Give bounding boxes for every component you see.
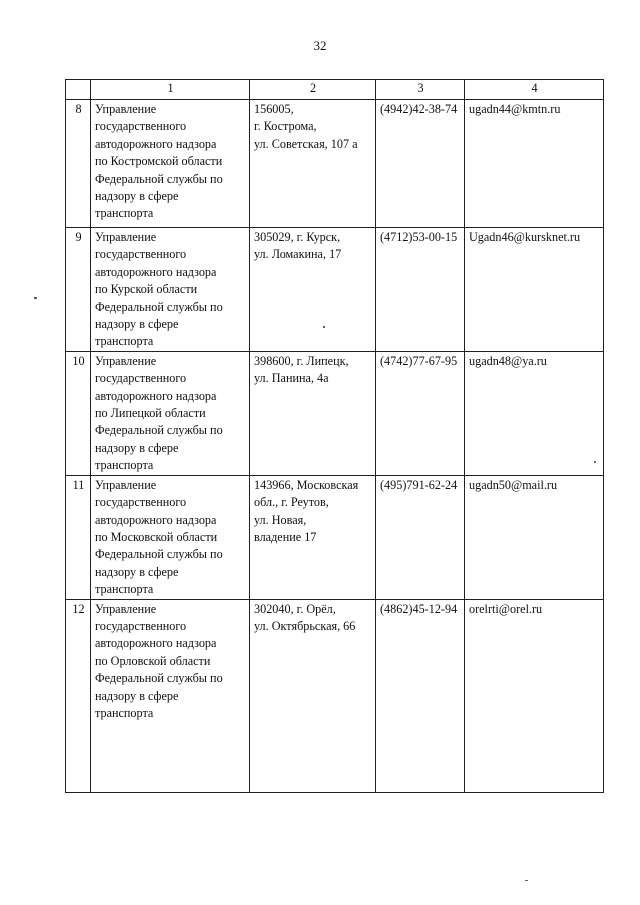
- organization-name-line: автодорожного надзора: [95, 264, 217, 279]
- address-cell: [250, 100, 376, 228]
- organization-name-line: по Липецкой области: [95, 406, 206, 421]
- email-cell: ugadn50@mail.ru: [465, 475, 604, 599]
- address-cell: [250, 599, 376, 792]
- organization-name-line: Федеральной службы по: [95, 547, 223, 562]
- organization-name-line: Управление: [95, 102, 157, 116]
- column-header-2: 2: [250, 80, 376, 100]
- email-cell: Ugadn46@kursknet.ru: [465, 228, 604, 352]
- organization-name-line: транспорта: [95, 206, 154, 221]
- table-row: [66, 100, 604, 228]
- row-number: 10: [66, 351, 91, 475]
- organization-name-cell: [91, 599, 250, 792]
- page-number: 32: [313, 38, 327, 53]
- organization-name-line: надзору в сфере: [95, 317, 179, 332]
- phone-cell: (4942)42-38-74: [376, 100, 465, 228]
- row-number: 12: [66, 599, 91, 792]
- scan-speck: [34, 297, 37, 299]
- organization-name-line: Федеральной службы по: [95, 423, 223, 438]
- address-line: обл., г. Реутов,: [254, 495, 329, 510]
- address-line: ул. Октябрьская, 66: [254, 618, 356, 633]
- organization-name-line: по Орловской области: [95, 653, 211, 668]
- organization-name-line: автодорожного надзора: [95, 512, 217, 527]
- email-cell: ugadn48@ya.ru: [465, 351, 604, 475]
- organization-name-line: надзору в сфере: [95, 688, 179, 703]
- column-header-number: [66, 80, 91, 100]
- address-line: ул. Ломакина, 17: [254, 247, 342, 262]
- organization-name-line: надзору в сфере: [95, 564, 179, 579]
- organization-name-line: транспорта: [95, 458, 154, 473]
- column-header-3: 3: [376, 80, 465, 100]
- address-line: 305029, г. Курск,: [254, 230, 341, 244]
- address-line: 302040, г. Орёл,: [254, 601, 336, 616]
- organization-name-line: государственного: [95, 618, 187, 633]
- row-number: 11: [66, 475, 91, 599]
- address-line: г. Кострома,: [254, 119, 317, 134]
- address-cell: [250, 228, 376, 352]
- organization-name-line: Федеральной службы по: [95, 171, 223, 186]
- organization-name-line: надзору в сфере: [95, 440, 179, 455]
- organization-name-line: Федеральной службы по: [95, 671, 223, 686]
- phone-cell: (4712)53-00-15: [376, 228, 465, 352]
- email-cell: orelrti@orel.ru: [465, 599, 604, 792]
- address-line: 156005,: [254, 102, 294, 116]
- organization-name-line: государственного: [95, 371, 187, 386]
- scan-speck: [594, 461, 596, 463]
- organization-name-cell: [91, 351, 250, 475]
- row-number: 8: [66, 100, 91, 228]
- scan-speck: [525, 880, 528, 881]
- organization-name-line: Управление: [95, 601, 157, 616]
- organization-name-line: транспорта: [95, 582, 154, 597]
- organization-name-line: автодорожного надзора: [95, 136, 217, 151]
- address-line: ул. Новая,: [254, 512, 307, 527]
- table-row: [66, 351, 604, 475]
- email-cell: ugadn44@kmtn.ru: [465, 100, 604, 228]
- organization-name-line: Управление: [95, 353, 157, 368]
- address-cell: [250, 475, 376, 599]
- organization-name-line: Федеральной службы по: [95, 299, 223, 314]
- organization-name-cell: [91, 475, 250, 599]
- organization-name-line: автодорожного надзора: [95, 388, 217, 403]
- address-line: 143966, Московская: [254, 477, 359, 492]
- phone-cell: (495)791-62-24: [376, 475, 465, 599]
- organization-name-line: Управление: [95, 230, 157, 244]
- organization-name-cell: [91, 100, 250, 228]
- address-line: ул. Панина, 4а: [254, 371, 329, 386]
- table-header-row: [66, 80, 604, 100]
- organization-name-cell: [91, 228, 250, 352]
- organization-name-line: транспорта: [95, 334, 154, 349]
- table-row: [66, 599, 604, 792]
- table-row: [66, 475, 604, 599]
- organization-name-line: государственного: [95, 119, 187, 134]
- column-header-1: 1: [91, 80, 250, 100]
- organization-name-line: по Московской области: [95, 529, 218, 544]
- organization-name-line: транспорта: [95, 705, 154, 720]
- address-line: 398600, г. Липецк,: [254, 353, 349, 368]
- address-line: ул. Советская, 107 а: [254, 136, 358, 151]
- address-line: владение 17: [254, 529, 317, 544]
- registry-table: [65, 79, 604, 793]
- scan-speck: [323, 326, 325, 328]
- row-number: 9: [66, 228, 91, 352]
- phone-cell: (4862)45-12-94: [376, 599, 465, 792]
- table-row: [66, 228, 604, 352]
- address-cell: [250, 351, 376, 475]
- organization-name-line: надзору в сфере: [95, 189, 179, 204]
- organization-name-line: Управление: [95, 477, 157, 492]
- organization-name-line: государственного: [95, 247, 187, 262]
- organization-name-line: по Курской области: [95, 282, 198, 297]
- column-header-4: 4: [465, 80, 604, 100]
- phone-cell: (4742)77-67-95: [376, 351, 465, 475]
- organization-name-line: государственного: [95, 495, 187, 510]
- organization-name-line: автодорожного надзора: [95, 636, 217, 651]
- organization-name-line: по Костромской области: [95, 154, 223, 169]
